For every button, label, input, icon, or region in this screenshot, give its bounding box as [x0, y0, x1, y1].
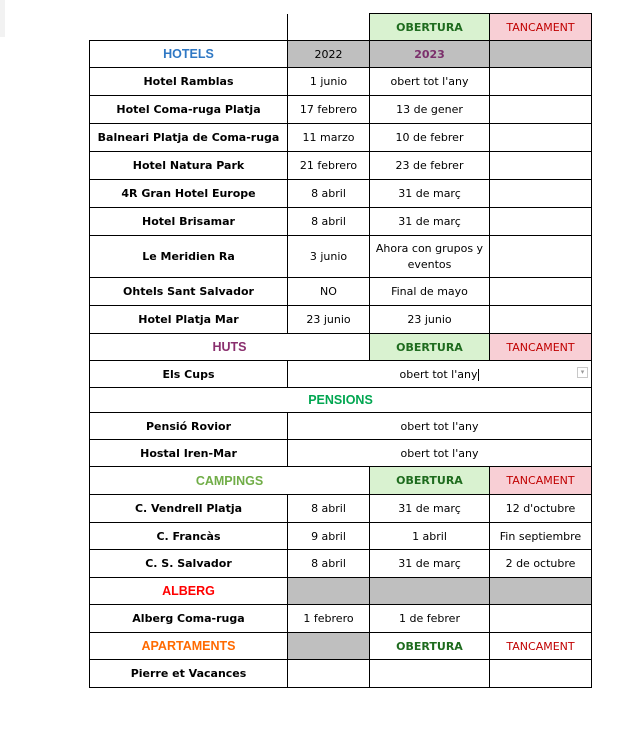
table-row	[90, 495, 592, 523]
close-date	[490, 660, 592, 688]
open-2023: 31 de març	[370, 180, 490, 208]
header-tancament: TANCAMENT	[490, 14, 592, 41]
open-2023: Ahora con grupos y eventos	[370, 236, 490, 278]
table-row	[90, 660, 592, 688]
tancament-label: TANCAMENT	[490, 633, 592, 660]
table-row	[90, 96, 592, 124]
gray-cell	[288, 578, 370, 605]
close-date	[490, 605, 592, 633]
close-date: 12 d'octubre	[490, 495, 592, 523]
accommodation-table	[89, 13, 592, 688]
obertura-label: OBERTURA	[370, 633, 490, 660]
header-blank	[288, 14, 370, 41]
close-date	[490, 306, 592, 334]
open-2022: NO	[288, 278, 370, 306]
table-row	[90, 440, 592, 467]
open-2023: 10 de febrer	[370, 124, 490, 152]
table-row	[90, 306, 592, 334]
open-2023: 1 de febrer	[370, 605, 490, 633]
apartaments-section-row	[90, 633, 592, 660]
section-hotels: HOTELS	[90, 41, 288, 68]
table-row	[90, 278, 592, 306]
header-obertura: OBERTURA	[370, 14, 490, 41]
year-2022: 2022	[288, 41, 370, 68]
tancament-label: TANCAMENT	[490, 334, 592, 361]
hotel-name: 4R Gran Hotel Europe	[90, 180, 288, 208]
close-date	[490, 208, 592, 236]
open-2022: 8 abril	[288, 550, 370, 578]
hotel-name: Hotel Ramblas	[90, 68, 288, 96]
table-row	[90, 152, 592, 180]
open-2022: 17 febrero	[288, 96, 370, 124]
obertura-label: OBERTURA	[370, 334, 490, 361]
open-2023: 31 de març	[370, 550, 490, 578]
open-2023	[370, 660, 490, 688]
hotel-name: Hotel Natura Park	[90, 152, 288, 180]
header-row	[90, 14, 592, 41]
text-cursor	[478, 369, 479, 381]
table-row	[90, 180, 592, 208]
dropdown-arrow-icon[interactable]: ▾	[577, 367, 588, 378]
table-row	[90, 68, 592, 96]
open-2023: 13 de gener	[370, 96, 490, 124]
alberg-name: Alberg Coma-ruga	[90, 605, 288, 633]
open-2023: 23 junio	[370, 306, 490, 334]
gray-cell	[370, 578, 490, 605]
hotel-name: Le Meridien Ra	[90, 236, 288, 278]
open-2023: 1 abril	[370, 523, 490, 550]
table-row	[90, 124, 592, 152]
open-2022: 9 abril	[288, 523, 370, 550]
close-date	[490, 278, 592, 306]
table-row	[90, 605, 592, 633]
open-2022: 8 abril	[288, 495, 370, 523]
open-2022: 8 abril	[288, 208, 370, 236]
section-apartaments: APARTAMENTS	[90, 633, 288, 660]
table-row	[90, 236, 592, 278]
pension-name: Pensió Rovior	[90, 413, 288, 440]
open-2022: 21 febrero	[288, 152, 370, 180]
open-2022: 1 junio	[288, 68, 370, 96]
hotels-section-row	[90, 41, 592, 68]
open-2022: 23 junio	[288, 306, 370, 334]
gray-cell	[490, 41, 592, 68]
huts-section-row	[90, 334, 592, 361]
close-date	[490, 180, 592, 208]
open-2023: Final de mayo	[370, 278, 490, 306]
pensions-section-row	[90, 388, 592, 413]
open-2023: 23 de febrer	[370, 152, 490, 180]
open-2023: obert tot l'any	[370, 68, 490, 96]
close-date: Fin septiembre	[490, 523, 592, 550]
page-edge	[0, 0, 5, 37]
hotel-name: Hotel Coma-ruga Platja	[90, 96, 288, 124]
alberg-section-row	[90, 578, 592, 605]
open-2023: 31 de març	[370, 495, 490, 523]
section-alberg: ALBERG	[90, 578, 288, 605]
camping-name: C. S. Salvador	[90, 550, 288, 578]
open-2022	[288, 660, 370, 688]
gray-cell	[490, 578, 592, 605]
open-2022: 3 junio	[288, 236, 370, 278]
section-campings: CAMPINGS	[90, 467, 370, 495]
close-date	[490, 96, 592, 124]
hotel-name: Balneari Platja de Coma-ruga	[90, 124, 288, 152]
obertura-label: OBERTURA	[370, 467, 490, 495]
table-row	[90, 361, 592, 388]
camping-name: C. Francàs	[90, 523, 288, 550]
header-blank	[90, 14, 288, 41]
hut-name: Els Cups	[90, 361, 288, 388]
close-date	[490, 236, 592, 278]
hotel-name: Ohtels Sant Salvador	[90, 278, 288, 306]
campings-section-row	[90, 467, 592, 495]
open-2022: 1 febrero	[288, 605, 370, 633]
pension-opening: obert tot l'any	[288, 413, 592, 440]
table-row	[90, 413, 592, 440]
year-2023: 2023	[370, 41, 490, 68]
close-date	[490, 68, 592, 96]
apartment-name: Pierre et Vacances	[90, 660, 288, 688]
close-date	[490, 152, 592, 180]
pension-opening: obert tot l'any	[288, 440, 592, 467]
tancament-label: TANCAMENT	[490, 467, 592, 495]
hotel-name: Hotel Platja Mar	[90, 306, 288, 334]
close-date	[490, 124, 592, 152]
section-huts: HUTS	[90, 334, 370, 361]
camping-name: C. Vendrell Platja	[90, 495, 288, 523]
table-row	[90, 550, 592, 578]
pension-name: Hostal Iren-Mar	[90, 440, 288, 467]
table-row	[90, 208, 592, 236]
open-2022: 8 abril	[288, 180, 370, 208]
close-date: 2 de octubre	[490, 550, 592, 578]
hut-opening-field[interactable]: obert tot l'any ▾	[288, 361, 592, 388]
table-row	[90, 523, 592, 550]
section-pensions: PENSIONS	[90, 388, 592, 413]
hotel-name: Hotel Brisamar	[90, 208, 288, 236]
open-2023: 31 de març	[370, 208, 490, 236]
open-2022: 11 marzo	[288, 124, 370, 152]
gray-cell	[288, 633, 370, 660]
